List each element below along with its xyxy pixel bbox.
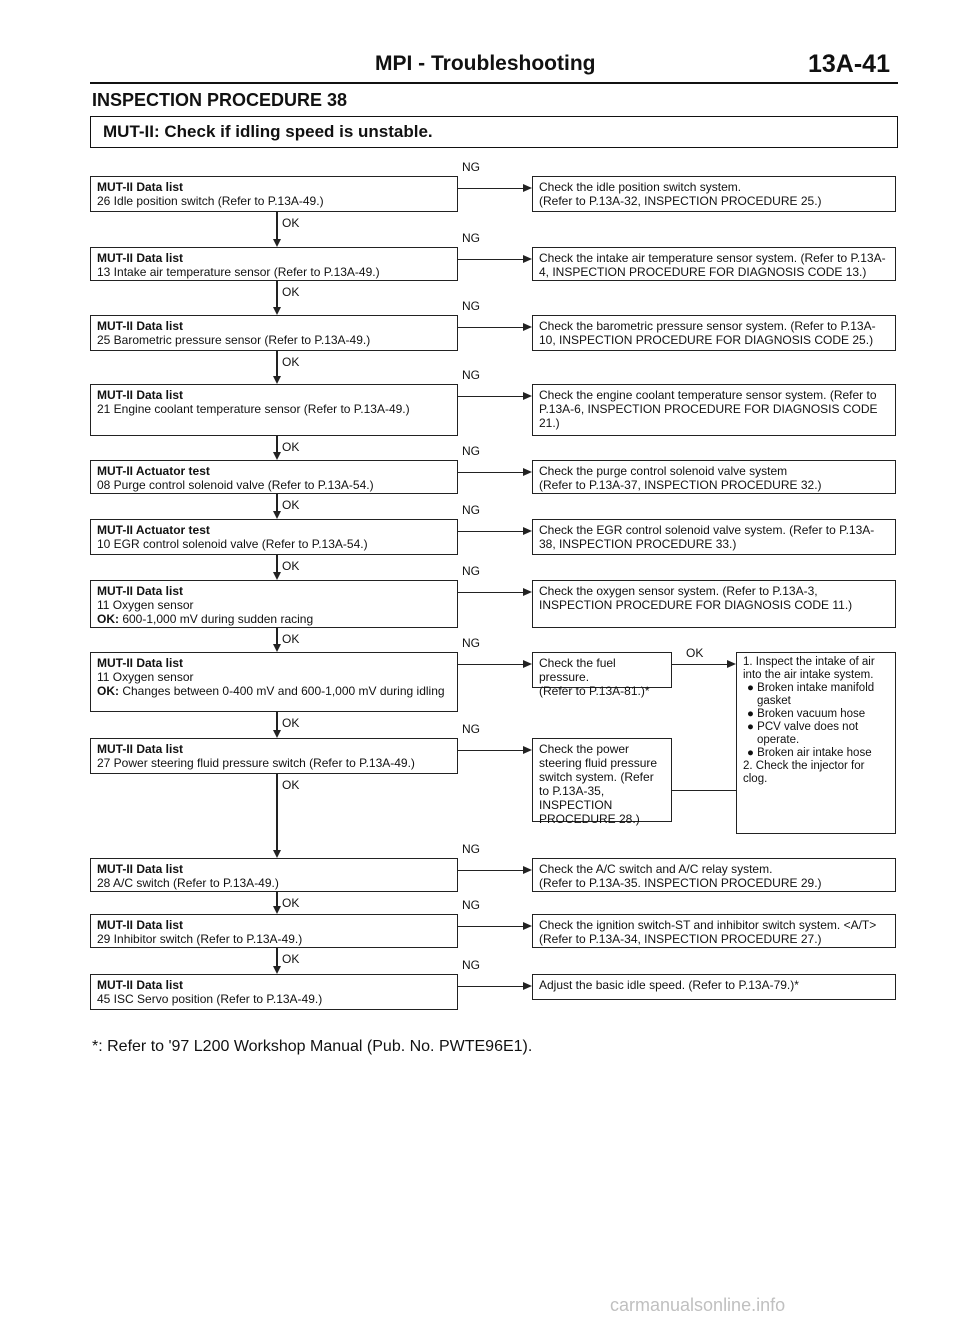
step-text: 11 Oxygen sensor OK: 600-1,000 mV during sudden racing [97, 598, 314, 626]
ng-connector [458, 531, 524, 532]
step-title: MUT-II Data list [97, 742, 184, 756]
inspect-item-2: 2. Check the injector for clog. [743, 760, 865, 785]
ng-label: NG [462, 722, 480, 736]
step-text: 45 ISC Servo position (Refer to P.13A-49.) [97, 992, 323, 1006]
step-title: MUT-II Actuator test [97, 464, 210, 478]
step-text: 08 Purge control solenoid valve (Refer to P.13A-54.) [97, 478, 374, 492]
ng-label: NG [462, 160, 480, 174]
check-step-box [90, 652, 458, 712]
arrow-right-icon [523, 982, 532, 990]
ok-label: OK [282, 778, 300, 792]
arrow-right-icon [523, 323, 532, 331]
ok-connector [276, 628, 278, 645]
step-title: MUT-II Data list [97, 180, 184, 194]
ok-connector [276, 774, 278, 851]
arrow-right-icon [523, 866, 532, 874]
arrow-down-icon [273, 376, 281, 384]
step-text: 25 Barometric pressure sensor (Refer to P.13A-49.) [97, 333, 371, 347]
step-title: MUT-II Data list [97, 388, 184, 402]
ng-result-box: Check the power steering fluid pressure switch system. (Refer to P.13A-35, INSPECTION PROCEDURE 28.) [532, 738, 672, 822]
step-text: 10 EGR control solenoid valve (Refer to P.13A-54.) [97, 537, 368, 551]
inspect-item-1: 1. Inspect the intake of air into the air intake system. [743, 656, 875, 681]
ok-connector [276, 351, 278, 377]
ng-result-box: Check the purge control solenoid valve system (Refer to P.13A-37, INSPECTION PROCEDURE 32.) [532, 460, 896, 494]
ok-label: OK [282, 559, 300, 573]
procedure-banner: MUT-II: Check if idling speed is unstable. [90, 116, 898, 148]
ok-label: OK [282, 440, 300, 454]
check-step-box [90, 519, 458, 555]
ng-label: NG [462, 444, 480, 458]
arrow-down-icon [273, 966, 281, 974]
ng-result-box: Adjust the basic idle speed. (Refer to P.13A-79.)* [532, 974, 896, 1000]
arrow-down-icon [273, 730, 281, 738]
ok-label: OK [282, 285, 300, 299]
ng-connector [458, 327, 524, 328]
procedure-title: INSPECTION PROCEDURE 38 [92, 90, 348, 110]
check-step-box [90, 858, 458, 892]
arrow-down-icon [273, 906, 281, 914]
connector-line [672, 790, 736, 791]
ok-connector [276, 494, 278, 512]
ng-label: NG [462, 898, 480, 912]
check-step-box [90, 580, 458, 628]
ok-connector [672, 664, 728, 665]
ok-label: OK [282, 216, 300, 230]
ng-result-box: Check the idle position switch system. (Refer to P.13A-32, INSPECTION PROCEDURE 25.) [532, 176, 896, 212]
step-title: MUT-II Data list [97, 656, 184, 670]
ng-label: NG [462, 503, 480, 517]
ng-result-box: Check the EGR control solenoid valve system. (Refer to P.13A-38, INSPECTION PROCEDURE 33.) [532, 519, 896, 555]
step-title: MUT-II Data list [97, 584, 184, 598]
ok-connector [276, 892, 278, 907]
step-text: 29 Inhibitor switch (Refer to P.13A-49.) [97, 932, 303, 946]
arrow-right-icon [523, 184, 532, 192]
check-step-box [90, 914, 458, 948]
header-rule [90, 82, 898, 84]
arrow-down-icon [273, 644, 281, 652]
ng-result-box: Check the intake air temperature sensor system. (Refer to P.13A-4, INSPECTION PROCEDURE FOR DIAGNOSIS CODE 13.) [532, 247, 896, 281]
ng-result-box: Check the barometric pressure sensor system. (Refer to P.13A-10, INSPECTION PROCEDURE FOR DIAGNOSIS CODE 25.) [532, 315, 896, 351]
ok-connector [276, 712, 278, 731]
ok-connector [276, 436, 278, 453]
ng-connector [458, 188, 524, 189]
step-title: MUT-II Data list [97, 918, 184, 932]
step-text: 27 Power steering fluid pressure switch (Refer to P.13A-49.) [97, 756, 415, 770]
arrow-right-icon [523, 746, 532, 754]
ok-connector [276, 555, 278, 573]
watermark: carmanualsonline.info [610, 1295, 786, 1315]
step-title: MUT-II Actuator test [97, 523, 210, 537]
page-number: 13A-41 [808, 50, 890, 78]
ng-connector [458, 472, 524, 473]
check-step-box [90, 460, 458, 494]
arrow-right-icon [523, 527, 532, 535]
ng-result-box: Check the fuel pressure. (Refer to P.13A-81.)* [532, 652, 672, 688]
step-text: 28 A/C switch (Refer to P.13A-49.) [97, 876, 279, 890]
ok-label: OK [686, 646, 704, 660]
check-step-box [90, 247, 458, 281]
arrow-down-icon [273, 307, 281, 315]
check-step-box [90, 974, 458, 1010]
step-text: 13 Intake air temperature sensor (Refer to P.13A-49.) [97, 265, 380, 279]
ng-label: NG [462, 842, 480, 856]
inspect-intake-box [736, 652, 896, 834]
ng-label: NG [462, 564, 480, 578]
arrow-right-icon [523, 660, 532, 668]
header-title: MPI - Troubleshooting [375, 52, 596, 75]
arrow-down-icon [273, 452, 281, 460]
check-step-box [90, 738, 458, 774]
step-title: MUT-II Data list [97, 978, 184, 992]
ok-label: OK [282, 952, 300, 966]
ng-connector [458, 750, 524, 751]
ng-connector [458, 259, 524, 260]
arrow-down-icon [273, 511, 281, 519]
check-step-box [90, 176, 458, 212]
ng-label: NG [462, 958, 480, 972]
ng-result-box: Check the engine coolant temperature sensor system. (Refer to P.13A-6, INSPECTION PROCEDURE FOR DIAGNOSIS CODE 21.) [532, 384, 896, 436]
arrow-right-icon [523, 588, 532, 596]
ng-label: NG [462, 368, 480, 382]
arrow-down-icon [273, 572, 281, 580]
ng-connector [458, 664, 524, 665]
ng-connector [458, 592, 524, 593]
arrow-right-icon [523, 468, 532, 476]
ng-label: NG [462, 231, 480, 245]
ng-connector [458, 986, 524, 987]
check-step-box [90, 315, 458, 351]
inspect-bullet: ● PCV valve does not operate. [747, 721, 859, 746]
ok-connector [276, 948, 278, 967]
step-text: 11 Oxygen sensor OK: Changes between 0-400 mV and 600-1,000 mV during idling [97, 670, 445, 698]
step-title: MUT-II Data list [97, 319, 184, 333]
ok-connector [276, 212, 278, 240]
check-step-box [90, 384, 458, 436]
footnote: *: Refer to '97 L200 Workshop Manual (Pub. No. PWTE96E1). [92, 1038, 533, 1055]
ng-label: NG [462, 636, 480, 650]
arrow-right-icon [727, 660, 736, 668]
step-title: MUT-II Data list [97, 862, 184, 876]
arrow-right-icon [523, 392, 532, 400]
inspect-bullet: ● Broken vacuum hose [747, 708, 866, 720]
ng-connector [458, 396, 524, 397]
arrow-right-icon [523, 922, 532, 930]
inspect-bullet: ● Broken intake manifold gasket [747, 682, 875, 707]
ng-label: NG [462, 299, 480, 313]
ng-connector [458, 926, 524, 927]
ok-label: OK [282, 716, 300, 730]
ok-label: OK [282, 498, 300, 512]
arrow-right-icon [523, 255, 532, 263]
step-text: 26 Idle position switch (Refer to P.13A-49.) [97, 194, 324, 208]
ng-result-box: Check the oxygen sensor system. (Refer to P.13A-3, INSPECTION PROCEDURE FOR DIAGNOSIS CODE 11.) [532, 580, 896, 628]
ok-label: OK [282, 632, 300, 646]
ng-result-box: Check the ignition switch-ST and inhibitor switch system. <A/T> (Refer to P.13A-34, INSPECTION PROCEDURE 27.) [532, 914, 896, 948]
ng-connector [458, 870, 524, 871]
step-text: 21 Engine coolant temperature sensor (Refer to P.13A-49.) [97, 402, 410, 416]
arrow-down-icon [273, 239, 281, 247]
inspect-bullet: ● Broken air intake hose [747, 747, 872, 759]
ng-result-box: Check the A/C switch and A/C relay system. (Refer to P.13A-35. INSPECTION PROCEDURE 29.) [532, 858, 896, 892]
ok-connector [276, 281, 278, 308]
ok-label: OK [282, 896, 300, 910]
arrow-down-icon [273, 850, 281, 858]
ok-label: OK [282, 355, 300, 369]
step-title: MUT-II Data list [97, 251, 184, 265]
